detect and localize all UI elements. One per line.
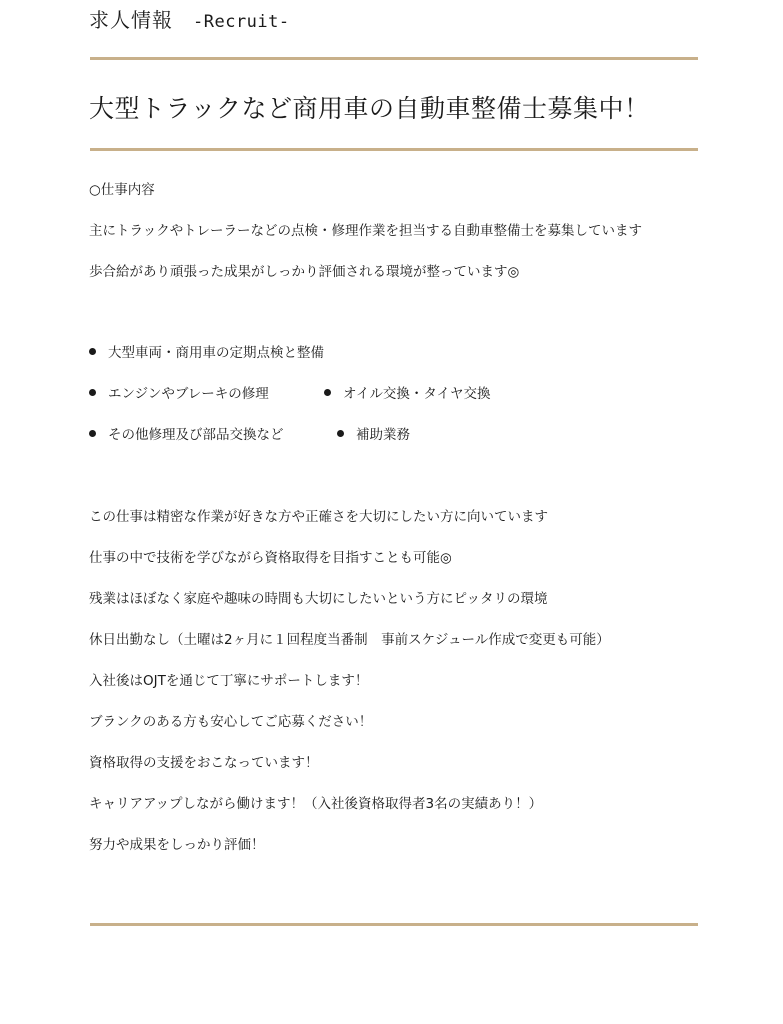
intro-line: 主にトラックやトレーラーなどの点検・修理作業を担当する自動車整備士を募集しています [89,223,642,239]
page-subtitle: -Recruit- [193,12,290,32]
page-header [89,4,290,38]
detail-line: 資格取得の支援をおこなっています！ [89,755,319,771]
duty-item [89,382,269,402]
bullet-icon [89,430,96,437]
bullet-icon [337,430,344,437]
detail-line: キャリアアップしながら働けます！（入社後資格取得者3名の実績あり！） [89,796,543,812]
duty-label: 大型車両・商用車の定期点検と整備 [108,345,324,361]
section-heading: ○仕事内容 [89,182,155,198]
divider-bottom [90,923,698,926]
detail-line: 仕事の中で技術を学びながら資格取得を目指すことも可能◎ [89,550,452,566]
page-title: 求人情報 [89,8,173,32]
detail-line: この仕事は精密な作業が好きな方や正確さを大切にしたい方に向いています [89,509,548,525]
duty-label: エンジンやブレーキの修理 [108,386,269,402]
duty-item [324,382,491,402]
duty-item [337,423,410,443]
detail-line: ブランクのある方も安心してご応募ください！ [89,714,373,730]
detail-line: 残業はほぼなく家庭や趣味の時間も大切にしたいという方にピッタリの環境 [89,591,548,607]
divider-under-headline [90,148,698,151]
divider-top [90,57,698,60]
duty-item [89,423,284,443]
bullet-icon [324,389,331,396]
bullet-icon [89,389,96,396]
detail-line: 休日出勤なし（土曜は2ヶ月に１回程度当番制 事前スケジュール作成で変更も可能） [89,632,610,648]
detail-line: 入社後はOJTを通じて丁寧にサポートします！ [89,673,369,689]
bullet-icon [89,348,96,355]
detail-line: 努力や成果をしっかり評価！ [89,837,265,853]
intro-line: 歩合給があり頑張った成果がしっかり評価される環境が整っています◎ [89,264,520,280]
recruit-headline: 大型トラックなど商用車の自動車整備士募集中！ [89,94,650,123]
duty-label: 補助業務 [356,427,410,443]
duty-label: その他修理及び部品交換など [108,427,284,443]
duty-item [89,341,324,361]
duty-label: オイル交換・タイヤ交換 [343,386,491,402]
